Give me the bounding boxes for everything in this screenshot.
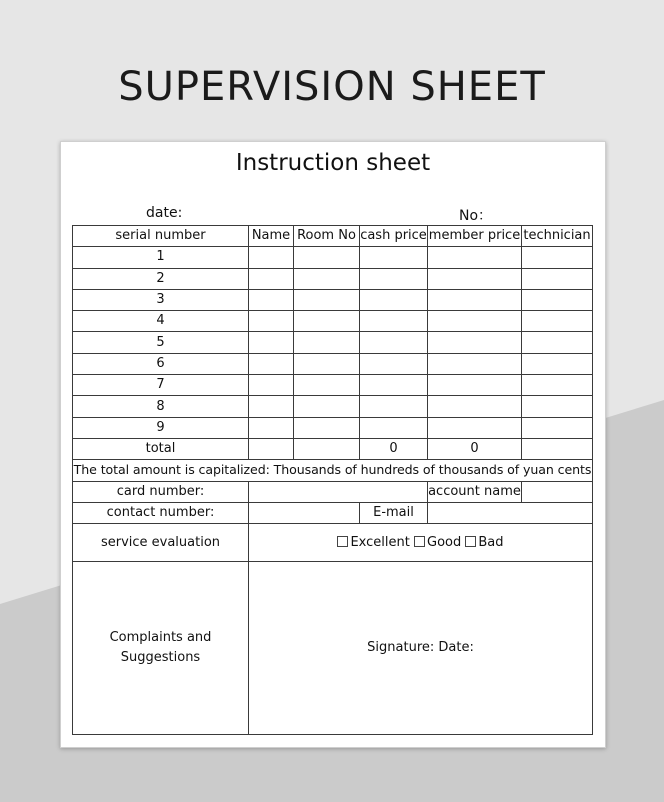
- total-room-cell: [294, 438, 360, 459]
- contact-number-field[interactable]: [249, 502, 360, 523]
- member-price-cell[interactable]: [428, 311, 522, 332]
- room-cell[interactable]: [294, 353, 360, 374]
- serial-cell: 5: [73, 332, 249, 353]
- evaluation-options: [249, 524, 593, 562]
- cash-price-cell[interactable]: [360, 268, 428, 289]
- cash-price-cell[interactable]: [360, 396, 428, 417]
- room-cell[interactable]: [294, 289, 360, 310]
- total-row: [73, 438, 593, 459]
- col-header-room: Room No: [294, 226, 360, 247]
- table-row: [73, 375, 593, 396]
- technician-cell[interactable]: [522, 396, 593, 417]
- member-price-cell[interactable]: [428, 268, 522, 289]
- header-row: [73, 226, 593, 247]
- table-row: [73, 311, 593, 332]
- capitalized-amount-text: The total amount is capitalized: Thousands of hundreds of thousands of yuan cents: [73, 460, 593, 481]
- name-cell[interactable]: [249, 375, 294, 396]
- table-row: [73, 417, 593, 438]
- table-row: [73, 289, 593, 310]
- table-row: [73, 247, 593, 268]
- name-cell[interactable]: [249, 332, 294, 353]
- col-header-name: Name: [249, 226, 294, 247]
- complaints-label: Complaints and Suggestions: [73, 562, 249, 735]
- email-label: E-mail: [360, 502, 428, 523]
- contact-row: [73, 502, 593, 523]
- serial-cell: 1: [73, 247, 249, 268]
- card-number-field[interactable]: [249, 481, 428, 502]
- table-row: [73, 353, 593, 374]
- page-title: SUPERVISION SHEET: [118, 64, 546, 110]
- evaluation-row: [73, 524, 593, 562]
- name-cell[interactable]: [249, 247, 294, 268]
- cash-price-cell[interactable]: [360, 311, 428, 332]
- room-cell[interactable]: [294, 375, 360, 396]
- member-price-cell[interactable]: [428, 396, 522, 417]
- total-member-price: 0: [428, 438, 522, 459]
- bad-checkbox[interactable]: [465, 536, 476, 547]
- member-price-cell[interactable]: [428, 375, 522, 396]
- technician-cell[interactable]: [522, 353, 593, 374]
- name-cell[interactable]: [249, 311, 294, 332]
- serial-cell: 4: [73, 311, 249, 332]
- room-cell[interactable]: [294, 268, 360, 289]
- room-cell[interactable]: [294, 311, 360, 332]
- sheet-title: Instruction sheet: [235, 150, 431, 176]
- col-header-cash-price: cash price: [360, 226, 428, 247]
- instruction-sheet: [60, 141, 606, 748]
- technician-cell[interactable]: [522, 311, 593, 332]
- total-cash-price: 0: [360, 438, 428, 459]
- contact-number-label: contact number:: [73, 502, 249, 523]
- account-name-label: account name: [428, 481, 522, 502]
- room-cell[interactable]: [294, 247, 360, 268]
- capitalized-row: [73, 460, 593, 481]
- cash-price-cell[interactable]: [360, 247, 428, 268]
- table-row: [73, 332, 593, 353]
- cash-price-cell[interactable]: [360, 289, 428, 310]
- member-price-cell[interactable]: [428, 353, 522, 374]
- member-price-cell[interactable]: [428, 332, 522, 353]
- name-cell[interactable]: [249, 353, 294, 374]
- room-cell[interactable]: [294, 417, 360, 438]
- name-cell[interactable]: [249, 417, 294, 438]
- serial-cell: 3: [73, 289, 249, 310]
- good-option-label: Good: [427, 534, 462, 550]
- excellent-option-label: Excellent: [350, 534, 410, 550]
- cash-price-cell[interactable]: [360, 417, 428, 438]
- bad-option-label: Bad: [478, 534, 504, 550]
- table-row: [73, 268, 593, 289]
- serial-cell: 8: [73, 396, 249, 417]
- name-cell[interactable]: [249, 268, 294, 289]
- cash-price-cell[interactable]: [360, 353, 428, 374]
- cash-price-cell[interactable]: [360, 332, 428, 353]
- email-field[interactable]: [428, 502, 593, 523]
- technician-cell[interactable]: [522, 417, 593, 438]
- serial-cell: 6: [73, 353, 249, 374]
- member-price-cell[interactable]: [428, 289, 522, 310]
- cash-price-cell[interactable]: [360, 375, 428, 396]
- account-name-field[interactable]: [522, 481, 593, 502]
- member-price-cell[interactable]: [428, 417, 522, 438]
- col-header-member-price: member price: [428, 226, 522, 247]
- technician-cell[interactable]: [522, 268, 593, 289]
- card-row: [73, 481, 593, 502]
- technician-cell[interactable]: [522, 375, 593, 396]
- excellent-checkbox[interactable]: [337, 536, 348, 547]
- service-evaluation-label: service evaluation: [73, 524, 249, 562]
- col-header-serial: serial number: [73, 226, 249, 247]
- serial-cell: 9: [73, 417, 249, 438]
- supervision-table: [72, 225, 593, 735]
- card-number-label: card number:: [73, 481, 249, 502]
- good-checkbox[interactable]: [414, 536, 425, 547]
- serial-cell: 7: [73, 375, 249, 396]
- technician-cell[interactable]: [522, 247, 593, 268]
- total-name-cell: [249, 438, 294, 459]
- name-cell[interactable]: [249, 289, 294, 310]
- technician-cell[interactable]: [522, 332, 593, 353]
- signature-area[interactable]: Signature: Date:: [249, 562, 593, 735]
- member-price-cell[interactable]: [428, 247, 522, 268]
- total-technician-cell: [522, 438, 593, 459]
- technician-cell[interactable]: [522, 289, 593, 310]
- col-header-technician: technician: [522, 226, 593, 247]
- room-cell[interactable]: [294, 396, 360, 417]
- name-cell[interactable]: [249, 396, 294, 417]
- table-row: [73, 396, 593, 417]
- number-label: No：: [459, 208, 493, 224]
- total-label: total: [73, 438, 249, 459]
- complaints-row: [73, 562, 593, 735]
- date-label: date:: [146, 205, 183, 221]
- room-cell[interactable]: [294, 332, 360, 353]
- serial-cell: 2: [73, 268, 249, 289]
